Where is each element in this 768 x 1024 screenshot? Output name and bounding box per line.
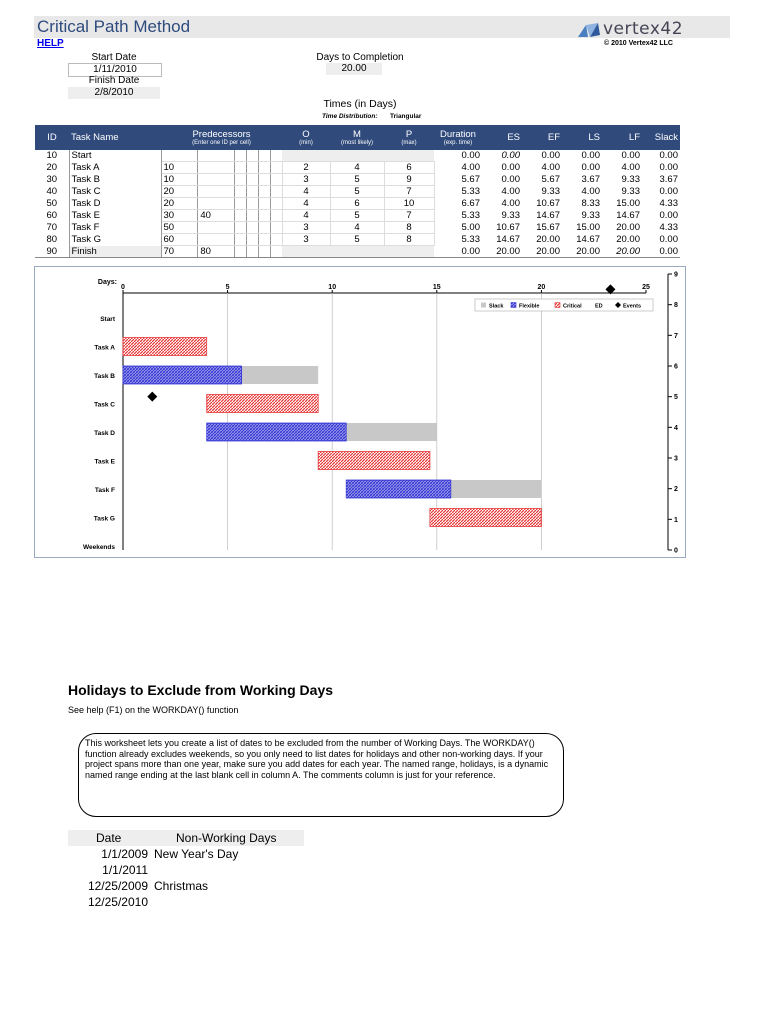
predecessor-cell[interactable]: 20 [161, 186, 198, 198]
predecessor-cell[interactable] [258, 198, 270, 210]
task-label: Task F [94, 487, 115, 494]
legend-label: Flexible [519, 303, 540, 310]
flexible-bar [346, 480, 451, 498]
es-cell: 14.67 [496, 234, 520, 245]
predecessor-cell[interactable]: 40 [198, 210, 235, 222]
y2-tick-label: 3 [674, 455, 678, 463]
p-title: P [405, 128, 413, 140]
ef-cell: 9.33 [541, 186, 560, 197]
predecessor-cell[interactable] [258, 210, 270, 222]
p-cell[interactable]: 8 [384, 222, 434, 234]
x-axis-title: Days: [97, 279, 117, 286]
duration-cell: 0.00 [461, 150, 480, 162]
slack-cell: 0.00 [659, 162, 678, 173]
ef-cell: 20.00 [522, 246, 562, 258]
slack-cell: 0.00 [659, 234, 678, 245]
holidays-table-header [68, 830, 304, 846]
slack-cell: 0.00 [659, 186, 678, 197]
lf-cell: 14.67 [616, 210, 640, 221]
flexible-bar [207, 423, 347, 441]
x-tick-label: 15 [432, 284, 441, 291]
predecessor-cell[interactable] [246, 186, 258, 198]
ls-cell: 15.00 [576, 222, 600, 233]
m-cell[interactable]: 5 [330, 234, 384, 246]
predecessor-cell[interactable] [235, 186, 247, 198]
predecessors-title: Predecessors [192, 128, 251, 140]
task-name-cell[interactable]: Task F [69, 222, 161, 234]
task-name-cell[interactable]: Task D [69, 198, 161, 210]
holiday-date[interactable]: 12/25/2009 [87, 879, 148, 893]
slack-bar [242, 366, 319, 384]
o-cell [282, 150, 330, 162]
m-cell [330, 150, 384, 162]
predecessor-cell[interactable] [246, 162, 258, 174]
predecessor-cell[interactable] [270, 210, 282, 222]
m-cell[interactable]: 5 [330, 210, 384, 222]
col-duration [434, 125, 482, 150]
task-label: Start [100, 316, 115, 323]
col-predecessors [161, 125, 282, 150]
col-slack: Slack [642, 125, 680, 150]
ef-cell: 0.00 [541, 150, 560, 162]
holidays-subtitle: See help (F1) on the WORKDAY() function [68, 705, 239, 715]
ls-cell: 8.33 [581, 198, 600, 209]
critical-bar [123, 338, 207, 356]
lf-cell: 9.33 [621, 186, 640, 197]
legend-swatch-slack [481, 303, 486, 308]
x-tick-label: 0 [121, 284, 125, 291]
finish-date-value: 2/8/2010 [68, 87, 160, 99]
o-cell[interactable]: 4 [282, 210, 330, 222]
ls-cell: 4.00 [581, 186, 600, 197]
predecessor-cell[interactable]: 50 [161, 222, 198, 234]
task-name-cell[interactable]: Task A [69, 162, 161, 174]
task-label: Task D [94, 430, 115, 437]
task-name-cell[interactable]: Task B [69, 174, 161, 186]
legend-label: ED [595, 303, 603, 310]
id-cell: 60 [46, 210, 58, 221]
table-row [35, 150, 680, 162]
slack-cell: 0.00 [659, 210, 678, 221]
col-ef: EF [522, 125, 562, 150]
slack-cell: 4.33 [659, 198, 678, 209]
p-sub: (max) [401, 139, 417, 146]
ls-cell: 14.67 [576, 234, 600, 245]
predecessor-cell[interactable] [198, 198, 235, 210]
es-cell: 4.00 [501, 198, 520, 209]
predecessor-cell[interactable] [258, 246, 270, 258]
predecessor-cell[interactable] [198, 150, 235, 162]
predecessor-cell[interactable] [198, 222, 235, 234]
holiday-date[interactable]: 12/25/2010 [87, 895, 148, 909]
predecessor-cell[interactable]: 70 [161, 246, 198, 258]
id-cell: 50 [46, 198, 58, 209]
task-name-cell[interactable]: Finish [69, 246, 161, 258]
m-cell[interactable]: 5 [330, 186, 384, 198]
x-tick-label: 5 [225, 284, 230, 291]
times-label: Times (in Days) [323, 98, 397, 110]
predecessor-cell[interactable]: 80 [198, 246, 235, 258]
table-header-row [35, 125, 680, 150]
lf-cell: 4.00 [621, 162, 640, 173]
ls-cell: 3.67 [581, 174, 600, 185]
task-label: Task G [93, 515, 115, 523]
legend-swatch-flexible [511, 303, 516, 308]
predecessor-cell[interactable]: 20 [161, 198, 198, 210]
chart-legend [475, 299, 653, 311]
o-cell [282, 246, 330, 258]
m-cell[interactable]: 6 [330, 198, 384, 210]
x-tick-label: 20 [537, 284, 546, 291]
duration-cell: 4.00 [461, 162, 480, 173]
predecessor-cell[interactable] [270, 234, 282, 246]
critical-bar [207, 395, 319, 413]
col-ls: LS [562, 125, 602, 150]
o-cell[interactable]: 3 [282, 234, 330, 246]
task-label: Weekends [82, 544, 115, 551]
task-name-cell[interactable]: Task G [69, 234, 161, 246]
predecessor-cell[interactable] [270, 222, 282, 234]
y2-tick-label: 5 [674, 394, 678, 402]
o-sub: (min) [299, 139, 313, 146]
legend-label: Events [623, 303, 642, 310]
y2-tick-label: 8 [674, 302, 678, 310]
ef-cell: 5.67 [541, 174, 560, 185]
predecessor-cell[interactable] [258, 186, 270, 198]
o-cell[interactable]: 3 [282, 222, 330, 234]
predecessor-cell[interactable] [198, 162, 235, 174]
p-cell[interactable]: 9 [384, 174, 434, 186]
lf-cell: 15.00 [616, 198, 640, 209]
table-row [35, 198, 680, 210]
ef-cell: 20.00 [536, 234, 560, 245]
holiday-date[interactable]: 1/1/2009 [101, 847, 148, 861]
o-cell[interactable]: 4 [282, 186, 330, 198]
col-es: ES [482, 125, 522, 150]
predecessor-cell[interactable] [258, 234, 270, 246]
es-cell: 0.00 [501, 162, 520, 173]
duration-title: Duration [440, 128, 476, 140]
m-title: M [353, 128, 361, 140]
duration-cell: 6.67 [461, 198, 480, 209]
predecessor-cell[interactable] [258, 162, 270, 174]
slack-bar [451, 480, 542, 498]
predecessor-cell[interactable] [270, 198, 282, 210]
predecessor-cell[interactable]: 10 [161, 174, 198, 186]
time-distribution-label: Time Distribution: [322, 113, 378, 120]
predecessor-cell[interactable] [258, 222, 270, 234]
duration-sub: (exp. time) [443, 139, 473, 146]
time-distribution-value[interactable]: Triangular [390, 113, 422, 120]
ef-cell: 10.67 [536, 198, 560, 209]
task-label: Task E [94, 458, 115, 466]
lf-cell: 9.33 [621, 174, 640, 185]
logo-text: vertex42 [603, 19, 684, 39]
predecessor-cell[interactable] [161, 150, 198, 162]
legend-label: Critical [563, 303, 582, 310]
duration-cell: 5.67 [461, 174, 480, 185]
predecessor-cell[interactable]: 30 [161, 210, 198, 222]
x-tick-label: 10 [328, 284, 337, 291]
slack-cell: 0.00 [659, 150, 678, 162]
m-sub: (most likely) [340, 139, 373, 146]
predecessor-cell[interactable] [198, 174, 235, 186]
finish-date-label: Finish Date [88, 75, 140, 86]
gantt-chart [34, 266, 686, 558]
p-cell[interactable]: 7 [384, 186, 434, 198]
critical-bar [318, 452, 430, 470]
col-o [282, 125, 330, 150]
id-cell: 40 [46, 186, 58, 197]
predecessor-cell[interactable] [235, 210, 247, 222]
p-cell[interactable]: 7 [384, 210, 434, 222]
id-cell: 20 [46, 162, 58, 173]
m-cell[interactable]: 4 [330, 162, 384, 174]
duration-cell: 5.33 [461, 186, 480, 197]
predecessor-cell[interactable] [258, 174, 270, 186]
holidays-title: Holidays to Exclude from Working Days [68, 682, 334, 698]
task-name-cell[interactable]: Start [69, 150, 161, 162]
p-cell[interactable]: 10 [384, 198, 434, 210]
days-to-completion-label: Days to Completion [316, 52, 404, 63]
holiday-description[interactable]: Christmas [154, 879, 209, 893]
legend-swatch-critical [555, 303, 560, 308]
slack-bar [346, 423, 437, 441]
predecessor-cell[interactable]: 60 [161, 234, 198, 246]
table-row [35, 174, 680, 186]
slack-cell: 4.33 [659, 222, 678, 233]
cpm-table [35, 125, 680, 258]
predecessor-cell[interactable] [235, 234, 247, 246]
legend-label: Slack [489, 303, 504, 310]
m-cell[interactable]: 4 [330, 222, 384, 234]
o-title: O [302, 128, 310, 140]
table-row [35, 186, 680, 198]
predecessor-cell[interactable] [270, 186, 282, 198]
predecessor-cell[interactable]: 10 [161, 162, 198, 174]
task-label: Task B [94, 373, 115, 380]
slack-cell: 3.67 [659, 174, 678, 185]
col-p [384, 125, 434, 150]
es-cell: 0.00 [501, 174, 520, 185]
x-tick-label: 25 [642, 284, 650, 291]
ef-cell: 4.00 [541, 162, 560, 173]
duration-cell: 0.00 [434, 246, 482, 258]
holidays-note-text: This worksheet lets you create a list of dates to be excluded from the number of Working Days. The WORKDAY() function already excludes weekends, so you only need to list dates for holidays and other non-working days. If your project spans more than one year, make sure you add dates for each year. The named range, holidays, is a dynamic named range ending at the last blank cell in column A. The comments column is just for your reference. [85, 738, 549, 780]
id-cell: 70 [46, 222, 58, 233]
m-cell [330, 246, 384, 258]
lf-cell: 0.00 [621, 150, 640, 162]
copyright: © 2010 Vertex42 LLC [604, 40, 673, 47]
ls-cell: 0.00 [581, 162, 600, 173]
es-cell: 4.00 [501, 186, 520, 197]
task-name-cell[interactable]: Task E [69, 210, 161, 222]
holiday-description[interactable]: New Year's Day [154, 847, 239, 861]
predecessor-cell[interactable] [258, 150, 270, 162]
gantt-svg [35, 267, 685, 557]
duration-cell: 5.33 [461, 210, 480, 221]
table-row [35, 234, 680, 246]
o-cell[interactable]: 2 [282, 162, 330, 174]
y2-tick-label: 7 [674, 332, 678, 340]
table-row [35, 210, 680, 222]
es-cell: 10.67 [496, 222, 520, 233]
y2-tick-label: 4 [674, 424, 678, 432]
predecessor-cell[interactable] [246, 234, 258, 246]
start-date-input[interactable]: 1/11/2010 [68, 63, 162, 77]
col-m [330, 125, 384, 150]
predecessor-cell[interactable] [246, 198, 258, 210]
m-cell[interactable]: 5 [330, 174, 384, 186]
id-cell: 80 [46, 234, 58, 245]
task-label: Task A [94, 344, 115, 352]
duration-cell: 5.00 [461, 222, 480, 233]
holiday-date[interactable]: 1/1/2011 [102, 863, 148, 877]
o-cell[interactable]: 3 [282, 174, 330, 186]
critical-bar [430, 509, 542, 527]
table-row [35, 162, 680, 174]
predecessor-cell[interactable] [235, 174, 247, 186]
predecessor-cell[interactable] [270, 246, 282, 258]
task-name-cell[interactable]: Task C [69, 186, 161, 198]
lf-cell: 20.00 [602, 246, 642, 258]
y2-tick-label: 9 [674, 271, 678, 279]
id-cell: 90 [35, 246, 69, 258]
predecessor-cell[interactable] [235, 198, 247, 210]
task-label: Task C [94, 401, 115, 409]
ef-cell: 14.67 [536, 210, 560, 221]
event-marker [147, 392, 157, 402]
holidays-col-date: Date [96, 831, 122, 845]
predecessors-sub: (Enter one ID per cell) [192, 139, 251, 146]
es-cell: 9.33 [501, 210, 520, 221]
predecessor-cell[interactable] [246, 222, 258, 234]
col-lf: LF [602, 125, 642, 150]
predecessor-cell[interactable] [270, 150, 282, 162]
es-cell: 0.00 [501, 150, 520, 162]
predecessor-cell[interactable] [270, 162, 282, 174]
duration-cell: 5.33 [461, 234, 480, 245]
p-cell [384, 150, 434, 162]
p-cell[interactable]: 8 [384, 234, 434, 246]
y2-tick-label: 6 [674, 363, 678, 371]
predecessor-cell[interactable] [246, 174, 258, 186]
days-to-completion-value: 20.00 [326, 63, 382, 75]
predecessor-cell[interactable] [246, 246, 258, 258]
ls-cell: 9.33 [581, 210, 600, 221]
vertex42-logo-icon [576, 21, 602, 39]
ls-cell: 20.00 [562, 246, 602, 258]
predecessor-cell[interactable] [246, 210, 258, 222]
predecessor-cell[interactable] [198, 234, 235, 246]
ef-cell: 15.67 [536, 222, 560, 233]
col-task-name: Task Name [69, 125, 161, 150]
holidays-col-desc: Non-Working Days [176, 831, 277, 845]
help-link[interactable]: HELP [37, 38, 64, 49]
table-row [35, 246, 680, 258]
lf-cell: 20.00 [616, 234, 640, 245]
col-id: ID [35, 125, 69, 150]
y2-tick-label: 2 [674, 486, 678, 494]
predecessor-cell[interactable] [235, 246, 247, 258]
slack-cell: 0.00 [642, 246, 680, 258]
y2-tick-label: 0 [674, 547, 678, 555]
page-title: Critical Path Method [37, 17, 191, 36]
p-cell[interactable]: 6 [384, 162, 434, 174]
id-cell: 30 [46, 174, 58, 185]
predecessor-cell[interactable] [246, 150, 258, 162]
predecessor-cell[interactable] [198, 186, 235, 198]
lf-cell: 20.00 [616, 222, 640, 233]
flexible-bar [123, 366, 242, 384]
es-cell: 20.00 [482, 246, 522, 258]
predecessor-cell[interactable] [235, 150, 247, 162]
predecessor-cell[interactable] [235, 162, 247, 174]
table-row [35, 222, 680, 234]
id-cell: 10 [46, 150, 58, 162]
predecessor-cell[interactable] [235, 222, 247, 234]
y2-tick-label: 1 [674, 516, 678, 524]
p-cell [384, 246, 434, 258]
predecessor-cell[interactable] [270, 174, 282, 186]
start-date-label: Start Date [91, 52, 137, 63]
o-cell[interactable]: 4 [282, 198, 330, 210]
ls-cell: 0.00 [581, 150, 600, 162]
